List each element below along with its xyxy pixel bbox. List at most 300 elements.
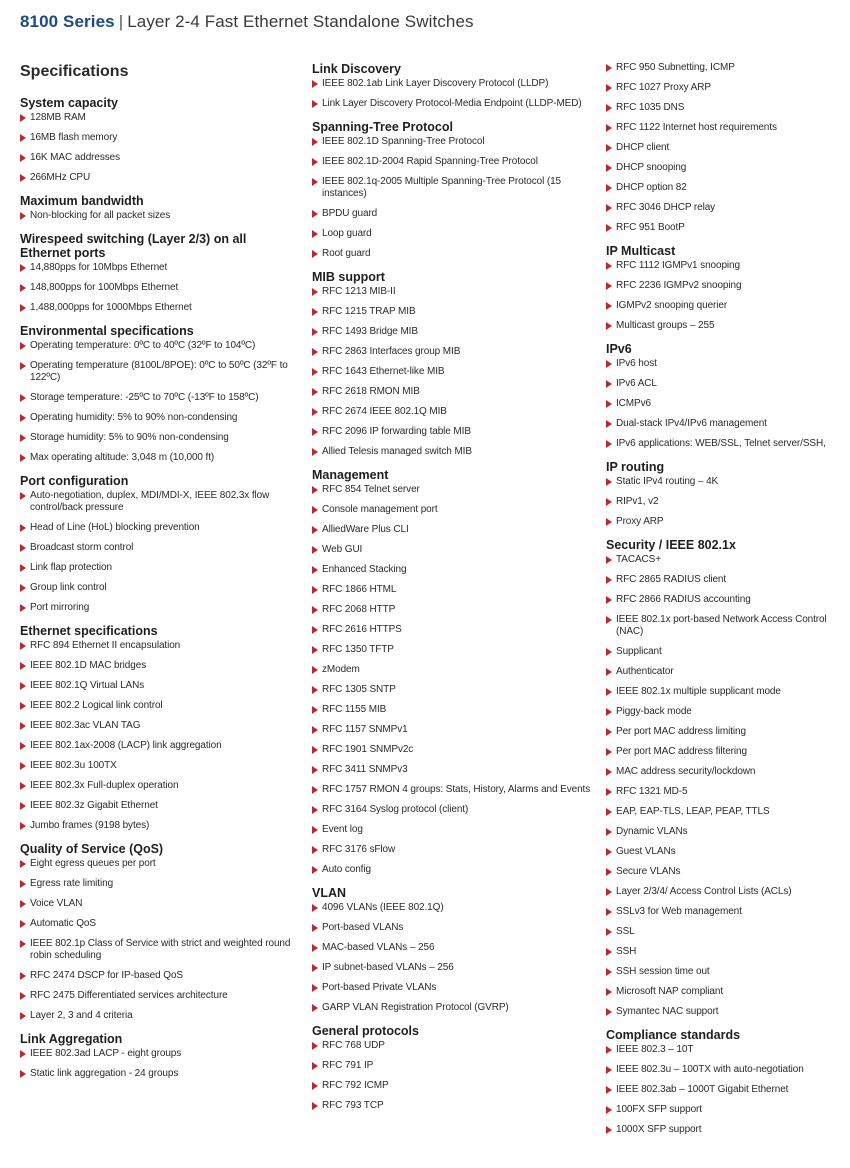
spec-section-link-aggregation — [20, 1032, 300, 1080]
spec-item — [312, 784, 594, 796]
spec-item — [606, 594, 846, 606]
spec-item-text: RFC 1215 TRAP MIB — [322, 306, 416, 317]
spec-item-text: Root guard — [322, 248, 371, 259]
bullet-arrow-icon — [312, 686, 318, 694]
section-title: General protocols — [312, 1024, 419, 1038]
spec-item-text: Static link aggregation - 24 groups — [30, 1068, 179, 1079]
spec-item — [312, 684, 594, 696]
spec-item-text: RFC 1493 Bridge MIB — [322, 326, 418, 337]
spec-item-text: IPv6 host — [616, 358, 657, 369]
spec-item — [20, 858, 300, 870]
spec-item — [606, 666, 846, 678]
spec-item — [606, 142, 846, 154]
specifications-heading: Specifications — [20, 63, 129, 80]
spec-item — [20, 452, 300, 464]
spec-item — [312, 524, 594, 536]
bullet-arrow-icon — [606, 908, 612, 916]
spec-item — [312, 406, 594, 418]
spec-item-text: RFC 854 Telnet server — [322, 484, 420, 495]
spec-item-text: IPv6 ACL — [616, 378, 657, 389]
spec-item-text: IEEE 802.3 – 10T — [616, 1044, 694, 1055]
spec-item-text: Link flap protection — [30, 562, 112, 573]
bullet-arrow-icon — [606, 262, 612, 270]
spec-item — [312, 1060, 594, 1072]
spec-item-text: IEEE 802.3ac VLAN TAG — [30, 720, 141, 731]
spec-item-text: Port-based VLANs — [322, 922, 404, 933]
spec-item — [312, 98, 594, 110]
spec-item — [606, 786, 846, 798]
spec-item-text: RFC 2865 RADIUS client — [616, 574, 727, 585]
spec-item — [606, 182, 846, 194]
spec-item-text: Auto-negotiation, duplex, MDI/MDI-X, IEEE 802.3x flow control/back pressure — [30, 490, 270, 513]
spec-section-ipv6 — [606, 342, 846, 450]
bullet-arrow-icon — [20, 702, 26, 710]
spec-section-wirespeed-switching-layer-2-3-on-all-ethernet-ports — [20, 232, 300, 314]
bullet-arrow-icon — [606, 748, 612, 756]
spec-item-text: Guest VLANs — [616, 846, 676, 857]
spec-item — [312, 426, 594, 438]
spec-item-text: RFC 2475 Differentiated services architecture — [30, 990, 228, 1001]
spec-item-text: IEEE 802.2 Logical link control — [30, 700, 163, 711]
spec-item — [20, 392, 300, 404]
page-subtitle: Layer 2-4 Fast Ethernet Standalone Switches — [127, 12, 474, 31]
spec-item — [312, 724, 594, 736]
spec-item-text: RFC 1643 Ethernet-like MIB — [322, 366, 445, 377]
bullet-arrow-icon — [606, 828, 612, 836]
section-title: Port configuration — [20, 474, 129, 488]
spec-item-text: RFC 1213 MIB-II — [322, 286, 396, 297]
bullet-arrow-icon — [20, 524, 26, 532]
bullet-arrow-icon — [312, 388, 318, 396]
bullet-arrow-icon — [20, 972, 26, 980]
spec-item — [606, 826, 846, 838]
spec-item — [20, 990, 300, 1002]
bullet-arrow-icon — [606, 968, 612, 976]
bullet-arrow-icon — [606, 1106, 612, 1114]
spec-item-text: RFC 2863 Interfaces group MIB — [322, 346, 461, 357]
bullet-arrow-icon — [312, 250, 318, 258]
bullet-arrow-icon — [20, 662, 26, 670]
spec-item-text: Storage temperature: -25ºC to 70ºC (-13ºF to 158ºC) — [30, 392, 259, 403]
spec-item — [312, 942, 594, 954]
spec-list — [20, 340, 300, 464]
section-title: IP Multicast — [606, 244, 676, 258]
spec-item — [20, 640, 300, 652]
spec-item-text: Secure VLANs — [616, 866, 681, 877]
spec-item-text: IEEE 802.3z Gigabit Ethernet — [30, 800, 158, 811]
spec-item — [20, 878, 300, 890]
spec-item — [312, 326, 594, 338]
spec-item-text: 100FX SFP support — [616, 1104, 702, 1115]
spec-item-text: 16MB flash memory — [30, 132, 118, 143]
section-title: Maximum bandwidth — [20, 194, 144, 208]
spec-item-text: Max operating altitude: 3,048 m (10,000 ft) — [30, 452, 215, 463]
bullet-arrow-icon — [20, 1050, 26, 1058]
spec-item — [606, 1006, 846, 1018]
bullet-arrow-icon — [312, 626, 318, 634]
bullet-arrow-icon — [312, 1082, 318, 1090]
spec-section-ip-routing — [606, 460, 846, 528]
spec-item — [606, 986, 846, 998]
spec-item — [20, 112, 300, 124]
bullet-arrow-icon — [20, 414, 26, 422]
bullet-arrow-icon — [312, 448, 318, 456]
spec-item — [312, 176, 594, 200]
bullet-arrow-icon — [606, 104, 612, 112]
spec-item-text: IPv6 applications: WEB/SSL, Telnet server/SSH, — [616, 438, 826, 449]
spec-item-text: RFC 1757 RMON 4 groups: Stats, History, Alarms and Events — [322, 784, 591, 795]
bullet-arrow-icon — [20, 860, 26, 868]
bullet-arrow-icon — [312, 348, 318, 356]
bullet-arrow-icon — [20, 604, 26, 612]
spec-item — [20, 360, 300, 384]
spec-section-quality-of-service-qos — [20, 842, 300, 1022]
spec-item — [20, 918, 300, 930]
title-separator: | — [118, 12, 124, 31]
spec-item-text: Voice VLAN — [30, 898, 83, 909]
spec-item-text: Per port MAC address filtering — [616, 746, 747, 757]
page-title — [20, 12, 474, 32]
spec-item — [20, 898, 300, 910]
spec-item-text: SSLv3 for Web management — [616, 906, 742, 917]
bullet-arrow-icon — [312, 328, 318, 336]
bullet-arrow-icon — [312, 904, 318, 912]
bullet-arrow-icon — [20, 900, 26, 908]
bullet-arrow-icon — [20, 212, 26, 220]
spec-list — [20, 858, 300, 1022]
spec-section-vlan — [312, 886, 594, 1014]
spec-item — [312, 136, 594, 148]
spec-item — [606, 202, 846, 214]
spec-item-text: Dynamic VLANs — [616, 826, 688, 837]
spec-item — [312, 584, 594, 596]
bullet-arrow-icon — [20, 492, 26, 500]
spec-list — [312, 136, 594, 260]
bullet-arrow-icon — [606, 1066, 612, 1074]
bullet-arrow-icon — [312, 806, 318, 814]
spec-item — [20, 938, 300, 962]
spec-item-text: Eight egress queues per port — [30, 858, 156, 869]
spec-item — [606, 866, 846, 878]
spec-item-text: zModem — [322, 664, 360, 675]
column-1 — [20, 62, 300, 1090]
spec-list — [312, 286, 594, 458]
spec-item — [312, 644, 594, 656]
bullet-arrow-icon — [606, 1126, 612, 1134]
spec-item-text: Layer 2, 3 and 4 criteria — [30, 1010, 133, 1021]
spec-item — [606, 280, 846, 292]
bullet-arrow-icon — [20, 1012, 26, 1020]
spec-item — [606, 766, 846, 778]
spec-item-text: SSH — [616, 946, 637, 957]
spec-item — [312, 208, 594, 220]
spec-item — [20, 412, 300, 424]
bullet-arrow-icon — [312, 178, 318, 186]
spec-list — [606, 554, 846, 1018]
spec-item — [606, 706, 846, 718]
spec-item — [606, 358, 846, 370]
spec-item — [606, 222, 846, 234]
bullet-arrow-icon — [20, 454, 26, 462]
spec-section-link-discovery — [312, 62, 594, 110]
spec-item-text: RFC 2096 IP forwarding table MIB — [322, 426, 471, 437]
bullet-arrow-icon — [312, 1062, 318, 1070]
bullet-arrow-icon — [312, 486, 318, 494]
spec-item-text: TACACS+ — [616, 554, 661, 565]
bullet-arrow-icon — [606, 728, 612, 736]
spec-item — [20, 820, 300, 832]
spec-list — [20, 262, 300, 314]
spec-item-text: SSH session time out — [616, 966, 710, 977]
spec-item-text: RFC 2068 HTTP — [322, 604, 396, 615]
bullet-arrow-icon — [606, 868, 612, 876]
bullet-arrow-icon — [20, 362, 26, 370]
spec-item — [20, 1010, 300, 1022]
spec-item-text: MAC-based VLANs – 256 — [322, 942, 435, 953]
spec-item-text: Console management port — [322, 504, 438, 515]
spec-item — [312, 386, 594, 398]
bullet-arrow-icon — [312, 546, 318, 554]
bullet-arrow-icon — [606, 648, 612, 656]
section-title: Management — [312, 468, 389, 482]
spec-section-system-capacity — [20, 96, 300, 184]
bullet-arrow-icon — [606, 64, 612, 72]
spec-item — [20, 522, 300, 534]
bullet-arrow-icon — [312, 368, 318, 376]
spec-item-text: 16K MAC addresses — [30, 152, 121, 163]
bullet-arrow-icon — [606, 124, 612, 132]
spec-item — [606, 726, 846, 738]
bullet-arrow-icon — [606, 1046, 612, 1054]
bullet-arrow-icon — [606, 928, 612, 936]
spec-item — [312, 248, 594, 260]
spec-item-text: Web GUI — [322, 544, 363, 555]
spec-item — [606, 746, 846, 758]
spec-item-text: RFC 894 Ethernet II encapsulation — [30, 640, 181, 651]
bullet-arrow-icon — [312, 408, 318, 416]
spec-item — [20, 680, 300, 692]
section-title: VLAN — [312, 886, 347, 900]
spec-item — [606, 476, 846, 488]
bullet-arrow-icon — [606, 478, 612, 486]
section-title: Link Discovery — [312, 62, 401, 76]
bullet-arrow-icon — [312, 288, 318, 296]
bullet-arrow-icon — [20, 114, 26, 122]
bullet-arrow-icon — [20, 284, 26, 292]
spec-item — [606, 614, 846, 638]
spec-item-text: Head of Line (HoL) blocking prevention — [30, 522, 200, 533]
bullet-arrow-icon — [312, 964, 318, 972]
spec-item-text: RFC 951 BootP — [616, 222, 685, 233]
spec-item-text: RFC 1321 MD-5 — [616, 786, 688, 797]
spec-item-text: ICMPv6 — [616, 398, 651, 409]
spec-list — [312, 484, 594, 876]
spec-item — [20, 1048, 300, 1060]
spec-item — [606, 320, 846, 332]
bullet-arrow-icon — [606, 576, 612, 584]
spec-item — [20, 490, 300, 514]
spec-list — [606, 62, 846, 234]
spec-item — [312, 844, 594, 856]
spec-item-text: Automatic QoS — [30, 918, 96, 929]
spec-item-text: RFC 1157 SNMPv1 — [322, 724, 408, 735]
spec-item — [312, 902, 594, 914]
spec-list — [606, 358, 846, 450]
spec-item-text: Egress rate limiting — [30, 878, 114, 889]
spec-item-text: Authenticator — [616, 666, 674, 677]
spec-item-text: IEEE 802.1ax-2008 (LACP) link aggregation — [30, 740, 222, 751]
spec-section-management — [312, 468, 594, 876]
spec-item-text: IEEE 802.3ab – 1000T Gigabit Ethernet — [616, 1084, 789, 1095]
spec-item — [606, 418, 846, 430]
bullet-arrow-icon — [20, 434, 26, 442]
spec-section-maximum-bandwidth — [20, 194, 300, 222]
bullet-arrow-icon — [606, 184, 612, 192]
spec-item — [312, 504, 594, 516]
spec-section-continued — [606, 62, 846, 234]
spec-item — [312, 744, 594, 756]
spec-item — [606, 906, 846, 918]
spec-item-text: RFC 3164 Syslog protocol (client) — [322, 804, 469, 815]
spec-item-text: RFC 2866 RADIUS accounting — [616, 594, 751, 605]
spec-item-text: RFC 793 TCP — [322, 1100, 384, 1111]
bullet-arrow-icon — [606, 948, 612, 956]
bullet-arrow-icon — [20, 264, 26, 272]
spec-item-text: IEEE 802.1x port-based Network Access Control (NAC) — [616, 614, 827, 637]
bullet-arrow-icon — [312, 606, 318, 614]
spec-item — [20, 1068, 300, 1080]
spec-item — [606, 1044, 846, 1056]
spec-item — [20, 720, 300, 732]
spec-item-text: 4096 VLANs (IEEE 802.1Q) — [322, 902, 444, 913]
bullet-arrow-icon — [20, 802, 26, 810]
bullet-arrow-icon — [20, 154, 26, 162]
spec-item-text: 14,880pps for 10Mbps Ethernet — [30, 262, 168, 273]
spec-item — [312, 922, 594, 934]
bullet-arrow-icon — [606, 688, 612, 696]
spec-list — [20, 490, 300, 614]
spec-item-text: RFC 1866 HTML — [322, 584, 397, 595]
spec-item-text: IEEE 802.3ad LACP - eight groups — [30, 1048, 182, 1059]
spec-item — [312, 564, 594, 576]
spec-item-text: 128MB RAM — [30, 112, 86, 123]
spec-item — [606, 806, 846, 818]
spec-item — [606, 1104, 846, 1116]
section-title: Ethernet specifications — [20, 624, 158, 638]
bullet-arrow-icon — [606, 164, 612, 172]
spec-item-text: IEEE 802.1D-2004 Rapid Spanning-Tree Protocol — [322, 156, 538, 167]
bullet-arrow-icon — [312, 80, 318, 88]
spec-item — [20, 432, 300, 444]
bullet-arrow-icon — [606, 848, 612, 856]
bullet-arrow-icon — [606, 322, 612, 330]
spec-item-text: Multicast groups – 255 — [616, 320, 715, 331]
spec-item-text: Loop guard — [322, 228, 372, 239]
spec-item — [312, 1040, 594, 1052]
spec-item — [606, 1124, 846, 1136]
spec-item-text: DHCP option 82 — [616, 182, 687, 193]
spec-item — [606, 102, 846, 114]
bullet-arrow-icon — [606, 808, 612, 816]
spec-section-general-protocols — [312, 1024, 594, 1112]
bullet-arrow-icon — [20, 762, 26, 770]
bullet-arrow-icon — [312, 230, 318, 238]
spec-item — [312, 962, 594, 974]
spec-item-text: Allied Telesis managed switch MIB — [322, 446, 472, 457]
spec-item-text: RFC 1155 MIB — [322, 704, 387, 715]
spec-item-text: RFC 3176 sFlow — [322, 844, 396, 855]
bullet-arrow-icon — [606, 498, 612, 506]
bullet-arrow-icon — [606, 360, 612, 368]
bullet-arrow-icon — [20, 682, 26, 690]
spec-item-text: RFC 1122 Internet host requirements — [616, 122, 777, 133]
spec-item — [20, 132, 300, 144]
spec-item — [20, 562, 300, 574]
bullet-arrow-icon — [20, 1070, 26, 1078]
bullet-arrow-icon — [606, 380, 612, 388]
section-title: Quality of Service (QoS) — [20, 842, 164, 856]
spec-item-text: EAP, EAP-TLS, LEAP, PEAP, TTLS — [616, 806, 770, 817]
bullet-arrow-icon — [606, 518, 612, 526]
spec-item-text: Per port MAC address limiting — [616, 726, 746, 737]
spec-item-text: Enhanced Stacking — [322, 564, 407, 575]
column-2 — [312, 62, 594, 1122]
spec-item — [20, 542, 300, 554]
spec-item-text: IEEE 802.1D Spanning-Tree Protocol — [322, 136, 485, 147]
bullet-arrow-icon — [606, 768, 612, 776]
bullet-arrow-icon — [20, 782, 26, 790]
spec-section-environmental-specifications — [20, 324, 300, 464]
spec-item — [606, 554, 846, 566]
spec-item — [312, 824, 594, 836]
spec-item — [312, 624, 594, 636]
spec-item-text: Operating temperature: 0ºC to 40ºC (32ºF to 104ºC) — [30, 340, 256, 351]
bullet-arrow-icon — [606, 556, 612, 564]
spec-item — [606, 1064, 846, 1076]
spec-item-text: Jumbo frames (9198 bytes) — [30, 820, 150, 831]
spec-item — [312, 1002, 594, 1014]
spec-item — [312, 306, 594, 318]
section-title: Environmental specifications — [20, 324, 194, 338]
spec-item-text: RFC 3411 SNMPv3 — [322, 764, 408, 775]
spec-item-text: Supplicant — [616, 646, 662, 657]
section-title: Wirespeed switching (Layer 2/3) on all Ethernet ports — [20, 232, 247, 260]
spec-item-text: IEEE 802.1x multiple supplicant mode — [616, 686, 781, 697]
spec-item-text: Broadcast storm control — [30, 542, 134, 553]
bullet-arrow-icon — [606, 1086, 612, 1094]
spec-item — [606, 926, 846, 938]
spec-item — [606, 300, 846, 312]
bullet-arrow-icon — [20, 642, 26, 650]
bullet-arrow-icon — [20, 134, 26, 142]
spec-item-text: RFC 1027 Proxy ARP — [616, 82, 711, 93]
spec-item — [312, 1080, 594, 1092]
spec-item-text: Auto config — [322, 864, 371, 875]
spec-item — [606, 574, 846, 586]
spec-item-text: IEEE 802.3x Full-duplex operation — [30, 780, 179, 791]
bullet-arrow-icon — [606, 144, 612, 152]
spec-item — [20, 780, 300, 792]
spec-list — [312, 78, 594, 110]
spec-item — [312, 544, 594, 556]
spec-item — [20, 970, 300, 982]
spec-item-text: 1,488,000pps for 1000Mbps Ethernet — [30, 302, 192, 313]
bullet-arrow-icon — [20, 174, 26, 182]
spec-item — [606, 1084, 846, 1096]
spec-item-text: Static IPv4 routing – 4K — [616, 476, 719, 487]
spec-item — [20, 262, 300, 274]
spec-list — [312, 1040, 594, 1112]
